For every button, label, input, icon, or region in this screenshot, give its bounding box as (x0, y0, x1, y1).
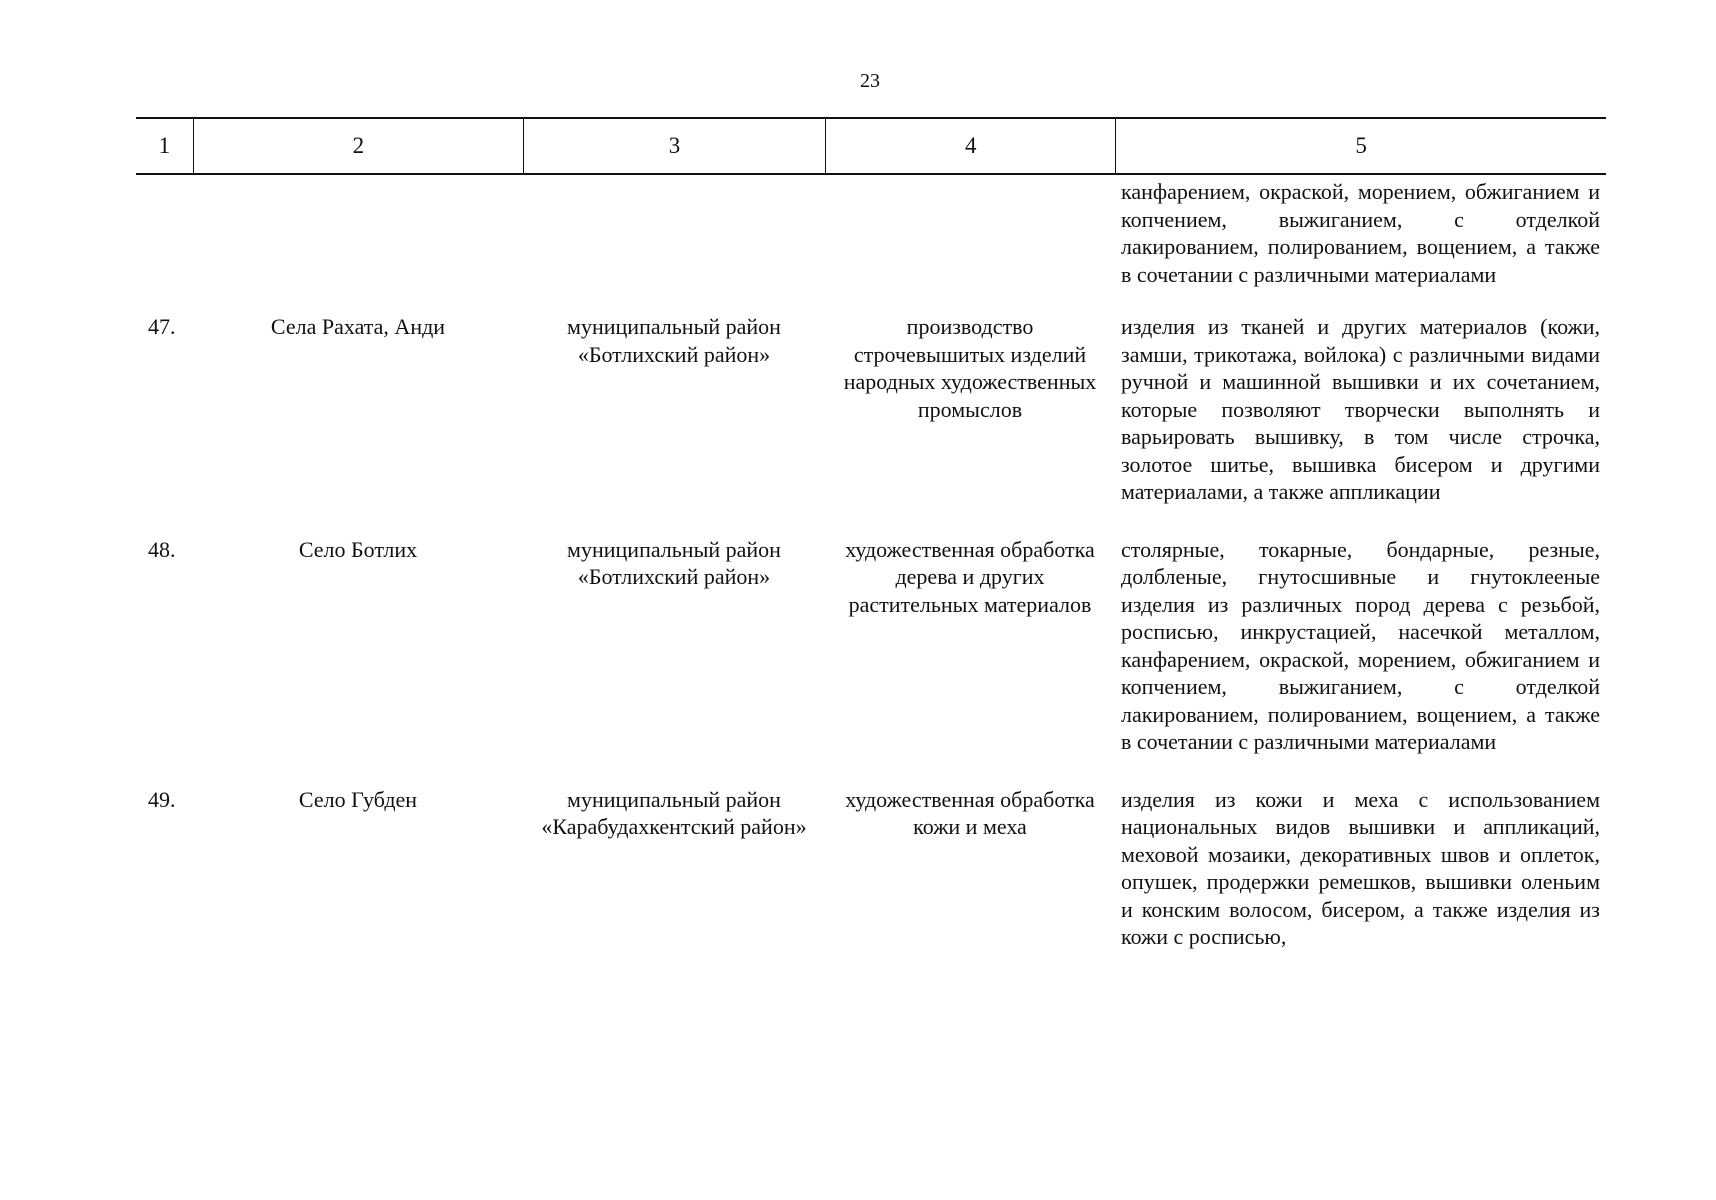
page-number: 23 (860, 70, 880, 92)
table-header-row (136, 117, 1606, 175)
table-row (136, 313, 1606, 506)
header-col-3: 3 (523, 119, 825, 173)
row-description: столярные, токарные, бондарные, резные, долбленые, гнутосшивные и гнутоклееные изделия из различных пород дерева с резьбой, росписью, инкрустацией, насечкой металлом, канфарением, окраской, морением, обжиганием и копчением, выжиганием, с отделкой лакированием, полированием, вощением, а также в сочетании с различными материалами (1121, 536, 1600, 754)
header-col-4: 4 (825, 119, 1115, 173)
header-col-2: 2 (193, 119, 523, 173)
row-number: 49. (148, 786, 176, 812)
row-description: изделия из тканей и других материалов (кожи, замши, трикотажа, войлока) с различными видами ручной и машинной вышивки и их сочетанием, которые позволяют творчески выполнять и варьировать вышивку, в том числе строчка, золотое шитье, вышивка бисером и другими материалами, а также аппликации (1121, 314, 1600, 504)
row-district: муниципальный район «Ботлихский район» (567, 536, 781, 589)
continuation-description: канфарением, окраской, морением, обжиганием и копчением, выжиганием, с отделкой лакированием, полированием, вощением, а также в сочетании с различными материалами (1121, 179, 1600, 287)
row-district: муниципальный район «Ботлихский район» (567, 314, 781, 367)
row-number: 47. (148, 314, 176, 339)
row-craft: художественная обработка кожи и меха (845, 786, 1095, 839)
header-col-5: 5 (1115, 119, 1606, 173)
row-craft: художественная обработка дерева и других растительных материалов (845, 536, 1095, 617)
row-number: 48. (148, 536, 176, 562)
row-description: изделия из кожи и меха с использованием национальных видов вышивки и аппликаций, меховой мозаики, декоративных швов и оплеток, опушек, продержки ремешков, вышивки оленьим и конским волосом, бисером, а также изделия из кожи с росписью, (1121, 786, 1600, 949)
row-craft: производство строчевышитых изделий народных художественных промыслов (843, 314, 1097, 422)
table-row (136, 786, 1606, 951)
table-body (136, 178, 1606, 951)
header-col-1: 1 (158, 133, 171, 158)
row-place: Село Ботлих (298, 536, 418, 562)
row-place: Села Рахата, Анди (270, 314, 446, 339)
table-row (136, 536, 1606, 756)
row-district: муниципальный район «Карабудахкентский район» (541, 786, 807, 839)
table-row-continuation (136, 178, 1606, 288)
row-place: Село Губден (298, 786, 418, 812)
